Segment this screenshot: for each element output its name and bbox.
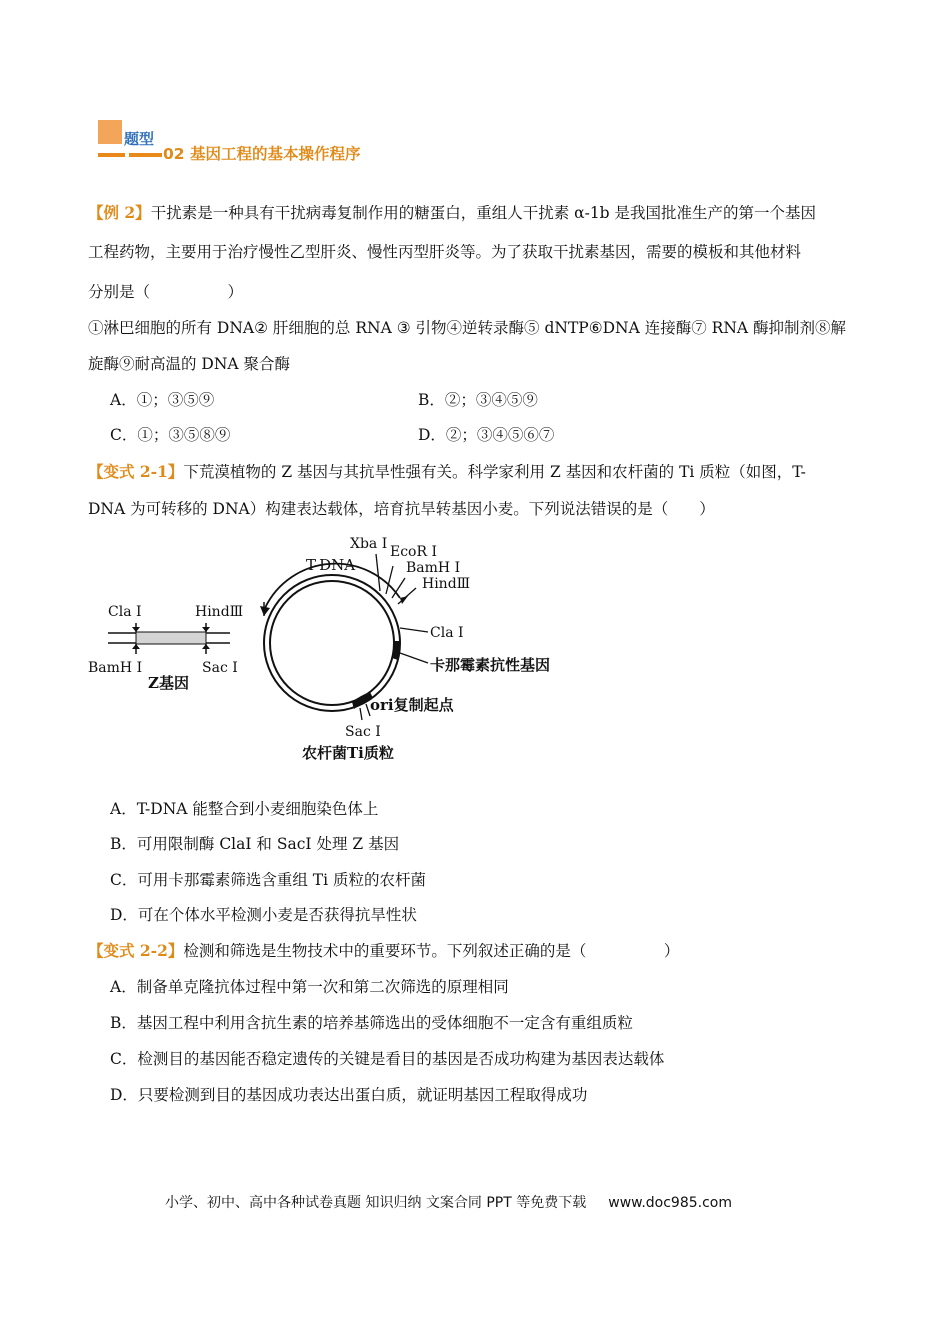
plasmid-figure <box>80 528 600 768</box>
variant-2-2-line-1: 【变式 2-2】检测和筛选是生物技术中的重要环节。下列叙述正确的是（ ） <box>88 941 680 960</box>
section-underline-right <box>129 153 162 157</box>
z-gene-caption: Z基因 <box>148 674 189 692</box>
z-label-cla: Cla Ⅰ <box>108 604 142 620</box>
variant-2-1-option-d[interactable]: D．可在个体水平检测小麦是否获得抗旱性状 <box>110 906 417 924</box>
example-2-line-5: 旋酶⑨耐高温的 DNA 聚合酶 <box>88 355 291 373</box>
footer-url[interactable]: www.doc985.com <box>608 1195 732 1211</box>
section-type-word: 题型 <box>124 130 155 148</box>
section-title: 02 基因工程的基本操作程序 <box>163 145 361 163</box>
bamh-label: BamH Ⅰ <box>406 560 461 576</box>
variant-2-1-line-2: DNA 为可转移的 DNA）构建表达载体，培育抗旱转基因小麦。下列说法错误的是（ ） <box>88 500 715 518</box>
tdna-label: T-DNA <box>306 556 356 574</box>
xba-label: Xba Ⅰ <box>350 536 388 552</box>
example-2-option-a[interactable]: A．①；③⑤⑨ <box>110 391 215 409</box>
example-2-line-4: ①淋巴细胞的所有 DNA② 肝细胞的总 RNA ③ 引物④逆转录酶⑤ dNTP⑥DNA 连接酶⑦ RNA 酶抑制剂⑧解 <box>88 319 847 337</box>
example-2-tag: 【例 2】 <box>88 203 151 222</box>
z-label-sac: Sac Ⅰ <box>202 660 238 676</box>
variant-2-2-option-b[interactable]: B．基因工程中利用含抗生素的培养基筛选出的受体细胞不一定含有重组质粒 <box>110 1014 633 1032</box>
variant-2-2-option-a[interactable]: A．制备单克隆抗体过程中第一次和第二次筛选的原理相同 <box>110 978 509 996</box>
variant-2-1-option-b[interactable]: B．可用限制酶 ClaI 和 SacI 处理 Z 基因 <box>110 835 400 853</box>
sac-label: Sac Ⅰ <box>345 724 381 740</box>
section-icon-square <box>98 120 122 144</box>
z-label-bamh: BamH Ⅰ <box>88 660 143 676</box>
variant-2-2-option-d[interactable]: D．只要检测到目的基因成功表达出蛋白质，就证明基因工程取得成功 <box>110 1086 588 1104</box>
variant-2-1-option-a[interactable]: A．T-DNA 能整合到小麦细胞染色体上 <box>110 800 379 818</box>
ori-label: ori复制起点 <box>370 696 454 714</box>
ti-plasmid-caption: 农杆菌Ti质粒 <box>302 744 394 762</box>
z-label-hind: HindⅢ <box>195 604 244 620</box>
ecor-label: EcoR Ⅰ <box>390 544 438 560</box>
variant-2-2-tag: 【变式 2-2】 <box>88 941 184 960</box>
example-2-line-3: 分别是（ ） <box>88 283 244 301</box>
variant-2-2-option-c[interactable]: C．检测目的基因能否稳定遗传的关键是看目的基因是否成功构建为基因表达载体 <box>110 1050 665 1068</box>
example-2-option-c[interactable]: C．①；③⑤⑧⑨ <box>110 426 231 444</box>
footer-text: 小学、初中、高中各种试卷真题 知识归纳 文案合同 PPT 等免费下载 <box>165 1195 587 1211</box>
ti-plasmid-diagram <box>260 536 550 762</box>
example-2-option-d[interactable]: D．②；③④⑤⑥⑦ <box>418 426 555 444</box>
example-2-option-b[interactable]: B．②；③④⑤⑨ <box>418 391 538 409</box>
section-underline-left <box>98 153 125 157</box>
example-2-line-2: 工程药物，主要用于治疗慢性乙型肝炎、慢性丙型肝炎等。为了获取干扰素基因，需要的模板和其他材料 <box>88 243 802 261</box>
variant-2-1-option-c[interactable]: C．可用卡那霉素筛选含重组 Ti 质粒的农杆菌 <box>110 871 427 889</box>
hind-label: HindⅢ <box>422 576 471 592</box>
z-gene-diagram <box>88 604 243 692</box>
variant-2-1-line-1: 【变式 2-1】下荒漠植物的 Z 基因与其抗旱性强有关。科学家利用 Z 基因和农杆菌的 Ti 质粒（如图，T- <box>88 462 806 481</box>
kan-label: 卡那霉素抗性基因 <box>430 656 551 674</box>
page-footer <box>165 1192 732 1212</box>
variant-2-1-tag: 【变式 2-1】 <box>88 462 184 481</box>
example-2-line-1: 【例 2】干扰素是一种具有干扰病毒复制作用的糖蛋白，重组人干扰素 α-1b 是我国批准生产的第一个基因 <box>88 203 817 222</box>
cla-label: Cla Ⅰ <box>430 625 464 641</box>
